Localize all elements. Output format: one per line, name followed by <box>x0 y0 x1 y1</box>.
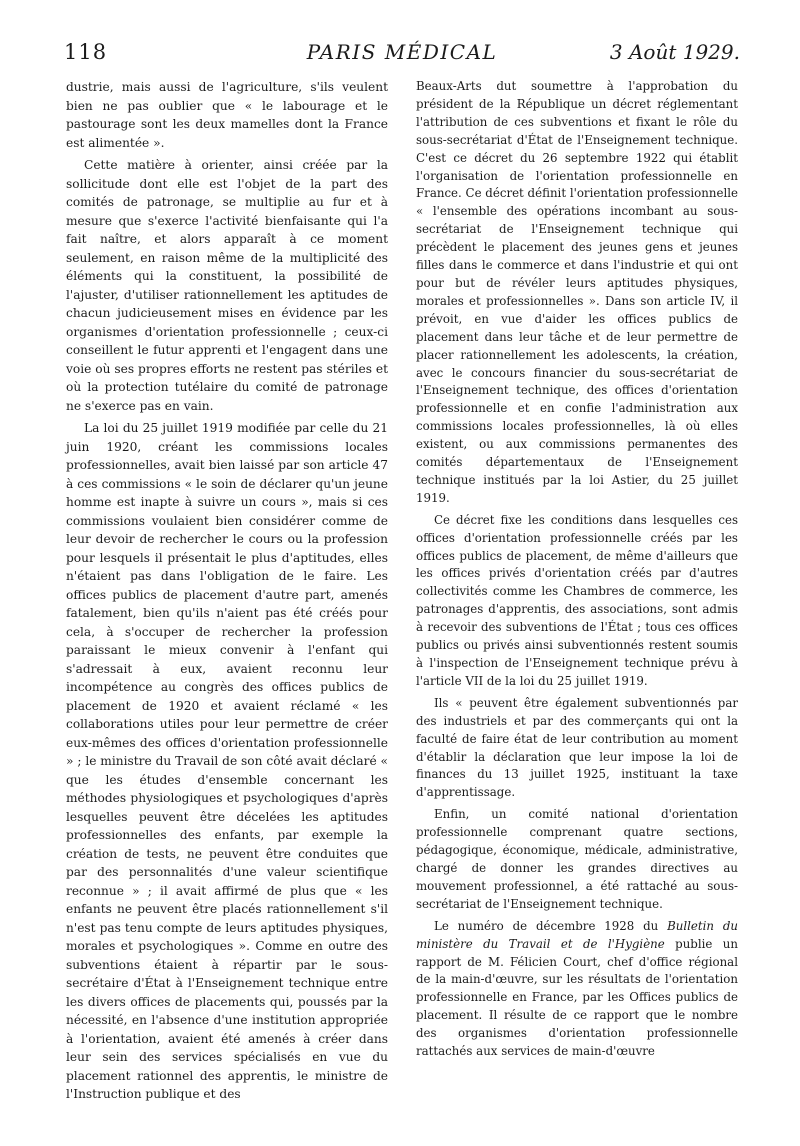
journal-title: PARIS MÉDICAL <box>306 40 498 64</box>
page-number: 118 <box>64 40 108 64</box>
paragraph: Beaux-Arts dut soumettre à l'approbation du président de la République un décret réglementant l'attribution de ces subventions et fixant le rôle du sous-secrétariat d'État de l'Enseignement technique. C'est ce décret du 26 septembre 1922 qui établit l'organisation de l'orientation professionnelle en France. Ce décret définit l'orientation professionnelle « l'ensemble des opérations incombant au sous-secrétariat de l'Enseignement technique qui précèdent le placement des jeunes gens et jeunes filles dans le commerce et dans l'industrie et qui ont pour but de révéler leurs aptitudes physiques, morales et professionnelles ». Dans son article IV, il prévoit, en vue d'aider les offices publics de placement dans leur tâche et de leur permettre de placer rationnellement les adolescents, la création, avec le concours financier du sous-secrétariat de l'Enseignement technique, des offices d'orientation professionnelle et en confie l'administration aux commissions locales professionnelles, là où elles existent, ou aux commissions permanentes des comités départementaux de l'Enseignement technique institués par la loi Astier, du 25 juillet 1919. <box>416 79 738 505</box>
running-header <box>64 40 740 70</box>
issue-date: 3 Août 1929. <box>609 40 740 64</box>
paragraph: Ils « peuvent être également subventionnés par des industriels et par des commerçants qui ont la faculté de faire état de leur contribution au moment d'établir la déclaration que leur impose la loi de finances du 13 juillet 1925, instituant la taxe d'apprentissage. <box>416 695 738 800</box>
right-column <box>416 78 738 1065</box>
paragraph: Ce décret fixe les conditions dans lesquelles ces offices d'orientation professionnelle créés par les offices publics de placement, de même d'ailleurs que les offices privés d'orientation créés par d'autres collectivités comme les Chambres de commerce, les patronages d'apprentis, des associations, sont admis à recevoir des subventions de l'État ; tous ces offices publics ou privés ainsi subventionnés restent soumis à l'inspection de l'Enseignement technique prévu à l'article VII de la loi du 25 juillet 1919. <box>416 512 738 688</box>
left-column <box>66 78 388 1108</box>
bulletin-title: Bulletin du ministère du Travail et de l'Hygiène <box>416 918 738 951</box>
text-run: publie un rapport de M. Félicien Court, chef d'office régional de la main-d'œuvre, sur les résultats de l'orientation professionnelle en France, par les Offices publics de placement. Il résulte de ce rapport que le nombre des organismes d'orientation professionnelle rattachés aux services de main-d'œuvre <box>416 936 738 1059</box>
text-run: Le numéro de décembre 1928 du <box>434 918 668 933</box>
paragraph: Cette matière à orienter, ainsi créée par la sollicitude dont elle est l'objet de la part des comités de patronage, se multiplie au fur et à mesure que s'exerce l'activité bienfaisante qui l'a fait naître, et alors apparaît à ce moment seulement, en raison même de la multiplicité des éléments qui la constituent, la possibilité de l'ajuster, d'utiliser rationnellement les aptitudes de chacun judicieusement mises en évidence par les organismes d'orientation professionnelle ; ceux-ci conseillent le futur apprenti et l'engagent dans une voie où ses propres efforts ne restent pas stériles et où la protection tutélaire du comité de patronage ne s'exerce pas en vain. <box>66 158 388 413</box>
paragraph: Enfin, un comité national d'orientation professionnelle comprenant quatre sections, pédagogique, économique, médicale, administrative, chargé de donner les grandes directives au mouvement professionnel, a été rattaché au sous-secrétariat de l'Enseignement technique. <box>416 807 738 911</box>
paragraph-bulletin <box>416 918 738 1061</box>
paragraph: dustrie, mais aussi de l'agriculture, s'ils veulent bien ne pas oublier que « le labourage et le pastourage sont les deux mamelles dont la France est alimentée ». <box>66 80 388 150</box>
paragraph: La loi du 25 juillet 1919 modifiée par celle du 21 juin 1920, créant les commissions locales professionnelles, avait bien laissé par son article 47 à ces commissions « le soin de déclarer qu'un jeune homme est inapte à suivre un cours », mais si ces commissions voulaient bien considérer comme de leur devoir de rechercher le cours ou la profession pour lesquels il présentait le plus d'aptitudes, elles n'étaient pas dans l'obligation de le faire. Les offices publics de placement d'autre part, amenés fatalement, bien qu'ils n'aient pas été créés pour cela, à s'occuper de rechercher la profession paraissant le mieux convenir à l'enfant qui s'adressait à eux, avaient reconnu leur incompétence au congrès des offices publics de placement de 1920 et avaient réclamé « les collaborations utiles pour leur permettre de créer eux-mêmes des offices d'orientation professionnelle » ; le ministre du Travail de son côté avait déclaré « que les études d'ensemble concernant les méthodes physiologiques et psychologiques d'après lesquelles peuvent être décelées les aptitudes professionnelles des enfants, par exemple la création de tests, ne peuvent être conduites que par des personnalités d'une valeur scientifique reconnue » ; il avait affirmé de plus que « les enfants ne peuvent être placés rationnellement s'il n'est pas tenu compte de leurs aptitudes physiques, morales et psychologiques ». Comme en outre des subventions étaient à répartir par le sous-secrétaire d'État à l'Enseignement technique entre les divers offices de placements qui, poussés par la nécessité, en l'absence d'une institution appropriée à l'orientation, avaient été amenés à créer dans leur sein des services spécialisés en vue du placement rationnel des apprentis, le ministre de l'Instruction publique et des <box>66 421 388 1101</box>
